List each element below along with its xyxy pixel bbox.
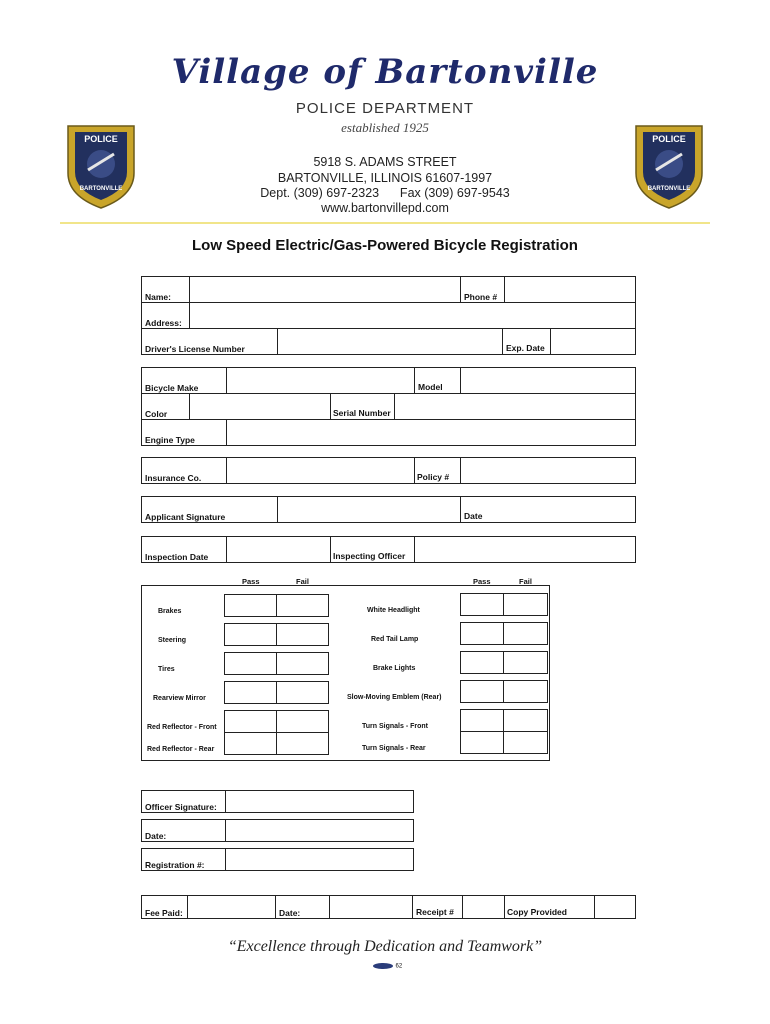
tires-pass-checkbox[interactable]	[224, 652, 277, 675]
inspecting-officer-label: Inspecting Officer	[333, 551, 406, 561]
headlight-fail-checkbox[interactable]	[503, 593, 548, 616]
address-row	[141, 302, 636, 329]
inspection-date-field[interactable]	[228, 537, 328, 562]
fail-header-right: Fail	[519, 577, 532, 586]
model-field[interactable]	[462, 368, 634, 393]
fees-row	[141, 895, 636, 919]
inspection-item-right: Brake Lights	[373, 665, 416, 672]
police-badge-right-icon	[630, 118, 708, 210]
inspection-item-left: Steering	[158, 637, 187, 644]
brake-lights-pass-checkbox[interactable]	[460, 651, 504, 674]
badge-bottom-text: BARTONVILLE	[647, 186, 691, 192]
mirror-fail-checkbox[interactable]	[276, 681, 329, 704]
color-label: Color	[145, 409, 168, 419]
street-address: 5918 S. ADAMS STREET	[313, 155, 457, 169]
officer-date-label: Date:	[145, 831, 167, 841]
receipt-label: Receipt #	[416, 907, 454, 917]
bicycle-make-field[interactable]	[228, 368, 412, 393]
inspection-item-right: Slow-Moving Emblem (Rear)	[347, 694, 442, 701]
bicycle-make-label: Bicycle Make	[145, 383, 199, 393]
reflector-rear-pass-checkbox[interactable]	[224, 732, 277, 755]
model-label: Model	[418, 382, 443, 392]
engine-type-field[interactable]	[228, 420, 634, 445]
badge-top-text: POLICE	[652, 134, 686, 144]
village-title: Village of Bartonville	[171, 52, 599, 92]
registration-row	[141, 848, 414, 871]
serial-number-field[interactable]	[396, 394, 634, 419]
turn-front-fail-checkbox[interactable]	[503, 709, 548, 732]
policy-field[interactable]	[462, 458, 634, 483]
drivers-license-label: Driver's License Number	[145, 344, 245, 354]
inspection-item-right: Red Tail Lamp	[371, 636, 419, 643]
color-row	[141, 393, 636, 420]
department-name: POLICE DEPARTMENT	[295, 100, 475, 117]
inspection-item-left: Tires	[158, 666, 175, 673]
fee-paid-label: Fee Paid:	[145, 908, 183, 918]
turn-rear-fail-checkbox[interactable]	[503, 731, 548, 754]
inspecting-officer-field[interactable]	[416, 537, 634, 562]
address-label: Address:	[145, 318, 182, 328]
tail-lamp-fail-checkbox[interactable]	[503, 622, 548, 645]
reflector-rear-fail-checkbox[interactable]	[276, 732, 329, 755]
exp-date-field[interactable]	[552, 329, 634, 354]
turn-rear-pass-checkbox[interactable]	[460, 731, 504, 754]
insurance-co-label: Insurance Co.	[145, 473, 202, 483]
applicant-signature-row	[141, 496, 636, 523]
footer-mark-text: 62	[395, 963, 403, 970]
inspection-item-left: Red Reflector - Front	[147, 724, 217, 731]
color-field[interactable]	[191, 394, 328, 419]
name-label: Name:	[145, 292, 171, 302]
fee-paid-field[interactable]	[189, 896, 273, 918]
insurance-co-field[interactable]	[228, 458, 412, 483]
drivers-license-row	[141, 328, 636, 355]
badge-top-text: POLICE	[84, 134, 118, 144]
pass-header-left: Pass	[242, 577, 260, 586]
mirror-pass-checkbox[interactable]	[224, 681, 277, 704]
brake-lights-fail-checkbox[interactable]	[503, 651, 548, 674]
inspection-date-label: Inspection Date	[145, 552, 209, 562]
name-field[interactable]	[191, 277, 458, 302]
applicant-signature-field[interactable]	[279, 497, 458, 522]
policy-label: Policy #	[417, 472, 450, 482]
applicant-date-field[interactable]	[488, 497, 634, 522]
applicant-signature-label: Applicant Signature	[145, 512, 226, 522]
city-address: BARTONVILLE, ILLINOIS 61607-1997	[277, 171, 493, 185]
officer-signature-row	[141, 790, 414, 813]
motto: “Excellence through Dedication and Teamwork”	[227, 938, 543, 955]
copy-provided-checkbox[interactable]	[596, 896, 634, 918]
officer-date-field[interactable]	[227, 820, 411, 841]
form-title: Low Speed Electric/Gas-Powered Bicycle Registration	[192, 237, 578, 254]
bicycle-make-row	[141, 367, 636, 394]
date-label: Date	[464, 511, 483, 521]
badge-bottom-text: BARTONVILLE	[79, 186, 123, 192]
steering-fail-checkbox[interactable]	[276, 623, 329, 646]
engine-type-row	[141, 419, 636, 446]
officer-signature-label: Officer Signature:	[145, 802, 217, 812]
union-bug-icon	[372, 962, 394, 970]
inspection-item-left: Rearview Mirror	[153, 695, 206, 702]
registration-label: Registration #:	[145, 860, 205, 870]
address-field[interactable]	[191, 303, 634, 328]
officer-signature-field[interactable]	[227, 791, 411, 812]
established-year: established 1925	[341, 120, 429, 135]
exp-date-label: Exp. Date	[506, 343, 545, 353]
headlight-pass-checkbox[interactable]	[460, 593, 504, 616]
tires-fail-checkbox[interactable]	[276, 652, 329, 675]
fail-header-left: Fail	[296, 577, 309, 586]
brakes-fail-checkbox[interactable]	[276, 594, 329, 617]
name-row	[141, 276, 636, 303]
steering-pass-checkbox[interactable]	[224, 623, 277, 646]
fee-date-label: Date:	[279, 908, 301, 918]
police-badge-left-icon	[62, 118, 140, 210]
inspection-item-right: White Headlight	[367, 607, 420, 614]
inspection-row	[141, 536, 636, 563]
copy-provided-label: Copy Provided	[507, 907, 567, 917]
inspection-item-left: Red Reflector - Rear	[147, 746, 215, 753]
emblem-pass-checkbox[interactable]	[460, 680, 504, 703]
phone-label: Phone #	[464, 292, 498, 302]
emblem-fail-checkbox[interactable]	[503, 680, 548, 703]
website: www.bartonvillepd.com	[321, 201, 449, 215]
phone-field[interactable]	[506, 277, 634, 302]
receipt-field[interactable]	[464, 896, 502, 918]
inspection-item-right: Turn Signals - Rear	[362, 745, 426, 752]
turn-front-pass-checkbox[interactable]	[460, 709, 504, 732]
serial-number-label: Serial Number	[333, 408, 391, 418]
reflector-front-fail-checkbox[interactable]	[276, 710, 329, 733]
inspection-item-left: Brakes	[158, 608, 182, 615]
phone-fax: Dept. (309) 697-2323 Fax (309) 697-9543	[260, 186, 510, 200]
header-divider	[60, 222, 710, 224]
reflector-front-pass-checkbox[interactable]	[224, 710, 277, 733]
inspection-item-right: Turn Signals - Front	[362, 723, 428, 730]
tail-lamp-pass-checkbox[interactable]	[460, 622, 504, 645]
fee-date-field[interactable]	[331, 896, 410, 918]
engine-type-label: Engine Type	[145, 435, 195, 445]
footer-mark	[362, 962, 412, 974]
insurance-row	[141, 457, 636, 484]
registration-field[interactable]	[227, 849, 411, 870]
brakes-pass-checkbox[interactable]	[224, 594, 277, 617]
drivers-license-field[interactable]	[279, 329, 500, 354]
officer-date-row	[141, 819, 414, 842]
pass-header-right: Pass	[473, 577, 491, 586]
